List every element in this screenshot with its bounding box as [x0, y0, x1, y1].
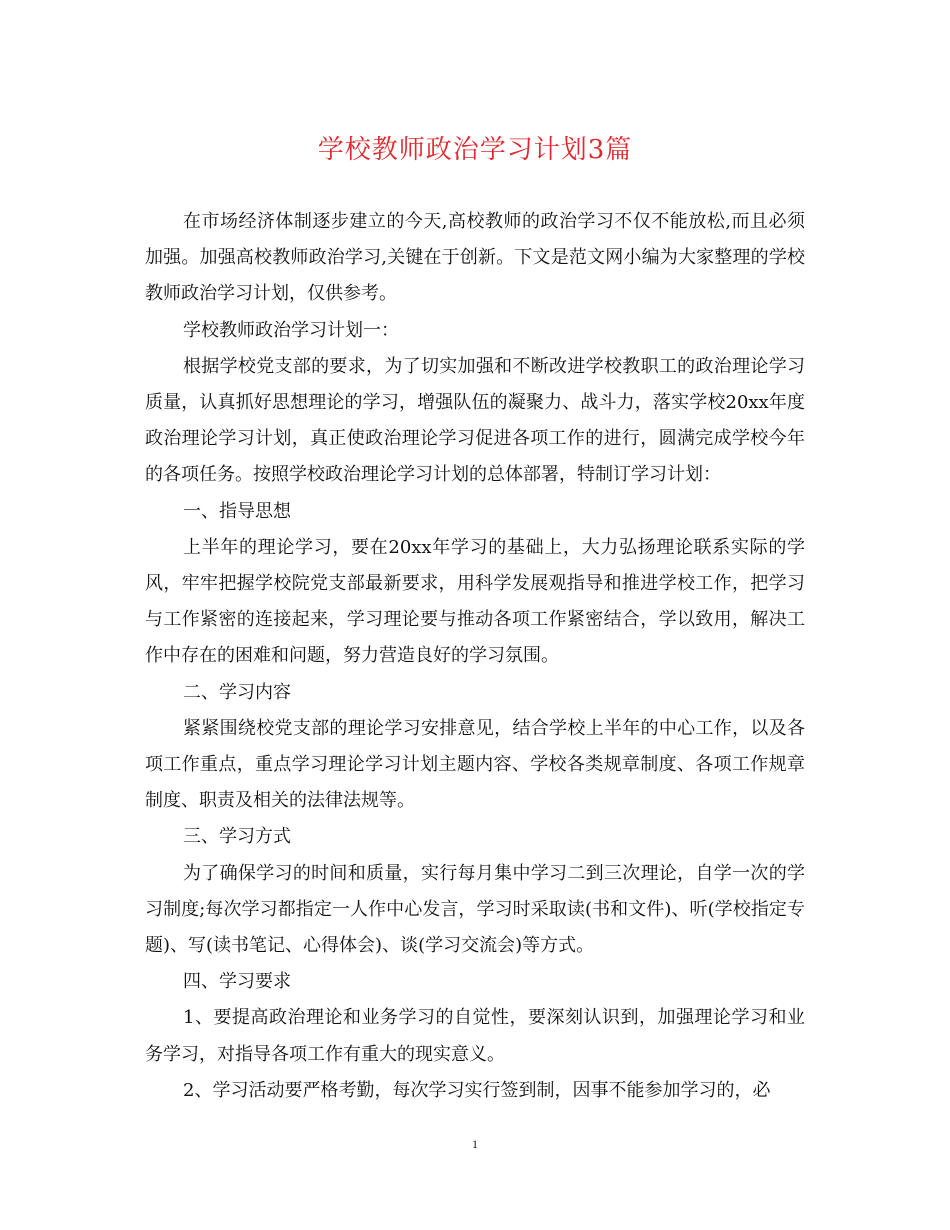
section-heading-study-methods: 三、学习方式 [183, 826, 291, 848]
requirement-item-1: 1、要提高政治理论和业务学习的自觉性，要深刻认识到，加强理论学习和业务学习，对指导各项工作有重大的现实意义。 [145, 1007, 805, 1065]
document-body [145, 204, 805, 1109]
plan-one-paragraph: 根据学校党支部的要求，为了切实加强和不断改进学校教职工的政治理论学习质量，认真抓好思想理论的学习，增强队伍的凝聚力、战斗力，落实学校20xx年度政治理论学习计划，真正使政治理论学习促进各项工作的进行，圆满完成学校今年的各项任务。按照学校政治理论学习计划的总体部署，特制订学习计划： [145, 355, 805, 486]
page-number: 1 [472, 1137, 478, 1151]
requirement-item-2: 2、学习活动要严格考勤，每次学习实行签到制，因事不能参加学习的，必 [183, 1079, 771, 1101]
guiding-ideas-paragraph: 上半年的理论学习，要在20xx年学习的基础上，大力弘扬理论联系实际的学风，牢牢把握学校院党支部最新要求，用科学发展观指导和推进学校工作，把学习与工作紧密的连接起来，学习理论要与推动各项工作紧密结合，学以致用，解决工作中存在的困难和问题，努力营造良好的学习氛围。 [145, 536, 805, 667]
intro-paragraph: 在市场经济体制逐步建立的今天,高校教师的政治学习不仅不能放松,而且必须加强。加强高校教师政治学习,关键在于创新。下文是范文网小编为大家整理的学校教师政治学习计划，仅供参考。 [145, 211, 805, 305]
section-heading-study-content: 二、学习内容 [183, 681, 291, 703]
section-heading-guiding-ideas: 一、指导思想 [183, 500, 291, 522]
study-methods-paragraph: 为了确保学习的时间和质量，实行每月集中学习二到三次理论，自学一次的学习制度;每次学习都指定一人作中心发言，学习时采取读(书和文件)、听(学校指定专题)、写(读书笔记、心得体会)、谈(学习交流会)等方式。 [145, 862, 805, 957]
section-heading-study-requirements: 四、学习要求 [183, 971, 291, 993]
study-content-paragraph: 紧紧围绕校党支部的理论学习安排意见，结合学校上半年的中心工作，以及各项工作重点，重点学习理论学习计划主题内容、学校各类规章制度、各项工作规章制度、职责及相关的法律法规等。 [145, 717, 805, 812]
plan-one-heading: 学校教师政治学习计划一： [183, 319, 399, 341]
document-title: 学校教师政治学习计划3篇 [317, 135, 633, 165]
